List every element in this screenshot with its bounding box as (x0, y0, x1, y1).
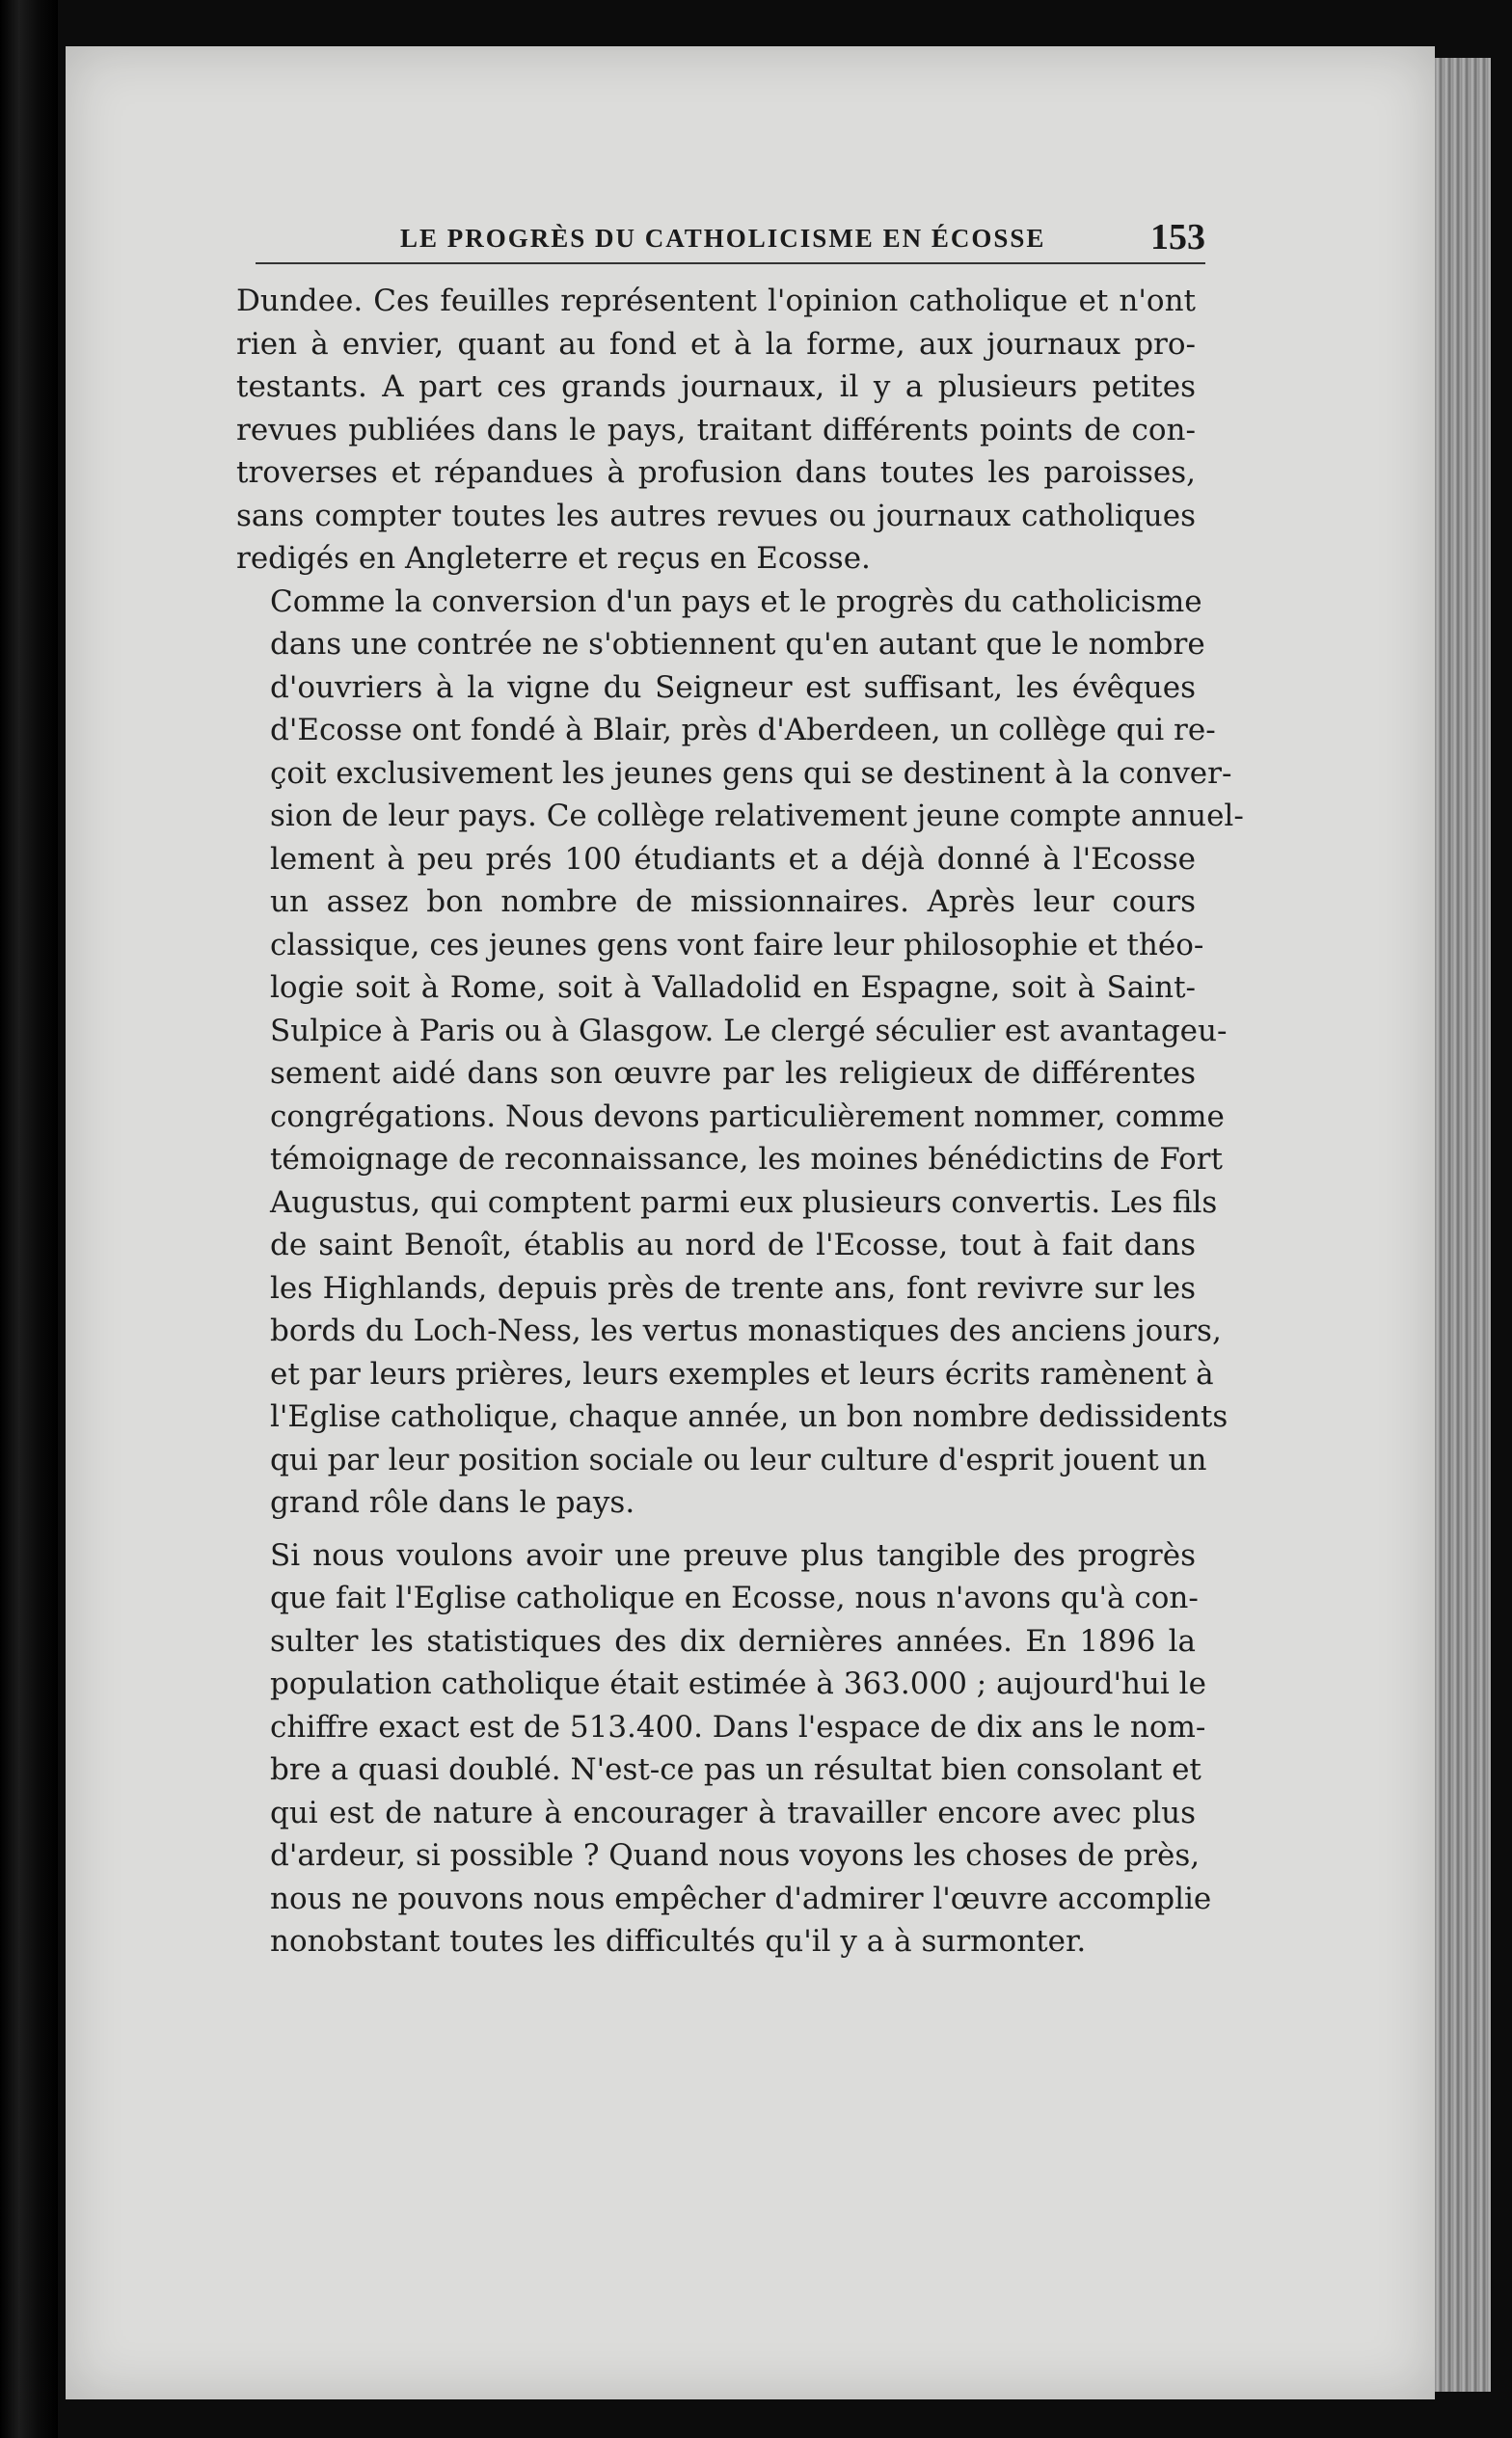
text-line: sement aidé dans son œuvre par les religieux de différentes (270, 1056, 1196, 1091)
text-line: troverses et répandues à profusion dans toutes les paroisses, (236, 455, 1196, 490)
text-line: revues publiées dans le pays, traitant différents points de con- (236, 412, 1196, 447)
text-line: Augustus, qui comptent parmi eux plusieurs convertis. Les fils (270, 1184, 1218, 1220)
text-line: Comme la conversion d'un pays et le progrès du catholicisme (270, 583, 1202, 619)
text-line: que fait l'Eglise catholique en Ecosse, nous n'avons qu'à con- (270, 1581, 1199, 1615)
text-line: redigés en Angleterre et reçus en Ecosse. (236, 541, 871, 576)
text-line: chiffre exact est de 513.400. Dans l'espace de dix ans le nom- (270, 1709, 1206, 1745)
text-line: rien à envier, quant au fond et à la forme, aux journaux pro- (236, 326, 1196, 362)
paragraph (236, 280, 1196, 581)
text-line: nous ne pouvons nous empêcher d'admirer l'œuvre accomplie (270, 1881, 1212, 1916)
text-line: sion de leur pays. Ce collège relativement jeune compte annuel- (270, 799, 1244, 833)
text-line: témoignage de reconnaissance, les moines bénédictins de Fort (270, 1142, 1223, 1177)
body-text (236, 280, 1244, 1964)
text-line: Sulpice à Paris ou à Glasgow. Le clergé séculier est avantageu- (270, 1013, 1228, 1048)
book-binding-edge (0, 0, 58, 2438)
text-line: Dundee. Ces feuilles représentent l'opinion catholique et n'ont (236, 284, 1196, 318)
text-line: qui par leur position sociale ou leur culture d'esprit jouent un (270, 1442, 1207, 1477)
text-line: lement à peu prés 100 étudiants et a déjà donné à l'Ecosse (270, 841, 1196, 877)
text-line: sans compter toutes les autres revues ou journaux catholiques (236, 498, 1196, 533)
paragraph (236, 581, 1244, 1525)
text-line: nonobstant toutes les difficultés qu'il y a à surmonter. (270, 1924, 1087, 1959)
text-line: d'ouvriers à la vigne du Seigneur est suffisant, les évêques (270, 669, 1196, 705)
text-line: congrégations. Nous devons particulièrement nommer, comme (270, 1098, 1225, 1134)
text-line: bords du Loch-Ness, les vertus monastiques des anciens jours, (270, 1314, 1222, 1348)
text-line: dans une contrée ne s'obtiennent qu'en autant que le nombre (270, 627, 1205, 662)
text-line: qui est de nature à encourager à travailler encore avec plus (270, 1795, 1196, 1830)
text-line: bre a quasi doublé. N'est-ce pas un résultat bien consolant et (270, 1752, 1202, 1787)
running-head: LE PROGRÈS DU CATHOLICISME EN ÉCOSSE (400, 224, 1046, 253)
text-line: et par leurs prières, leurs exemples et leurs écrits ramènent à (270, 1356, 1214, 1392)
text-line: logie soit à Rome, soit à Valladolid en Espagne, soit à Saint- (270, 970, 1196, 1005)
text-line: un assez bon nombre de missionnaires. Après leur cours (270, 884, 1196, 919)
text-line: sulter les statistiques des dix dernières années. En 1896 la (270, 1623, 1196, 1659)
page-stack-edges (1435, 58, 1491, 2392)
text-line: population catholique était estimée à 363.000 ; aujourd'hui le (270, 1666, 1206, 1701)
page-number: 153 (1150, 217, 1205, 257)
text-line: les Highlands, depuis près de trente ans, font revivre sur les (270, 1270, 1196, 1306)
text-line: Si nous voulons avoir une preuve plus tangible des progrès (270, 1537, 1196, 1573)
text-line: classique, ces jeunes gens vont faire leur philosophie et théo- (270, 927, 1204, 962)
text-line: d'Ecosse ont fondé à Blair, près d'Aberdeen, un collège qui re- (270, 713, 1216, 747)
page-header (256, 201, 1205, 264)
text-line: de saint Benoît, établis au nord de l'Ecosse, tout à fait dans (270, 1228, 1196, 1262)
text-line: d'ardeur, si possible ? Quand nous voyons les choses de près, (270, 1838, 1201, 1873)
paragraph (236, 1534, 1212, 1964)
text-line: testants. A part ces grands journaux, il y a plusieurs petites (236, 369, 1196, 404)
text-line: grand rôle dans le pays. (270, 1485, 635, 1520)
text-line: çoit exclusivement les jeunes gens qui se destinent à la conver- (270, 755, 1232, 791)
text-line: l'Eglise catholique, chaque année, un bon nombre dedissidents (270, 1399, 1228, 1434)
